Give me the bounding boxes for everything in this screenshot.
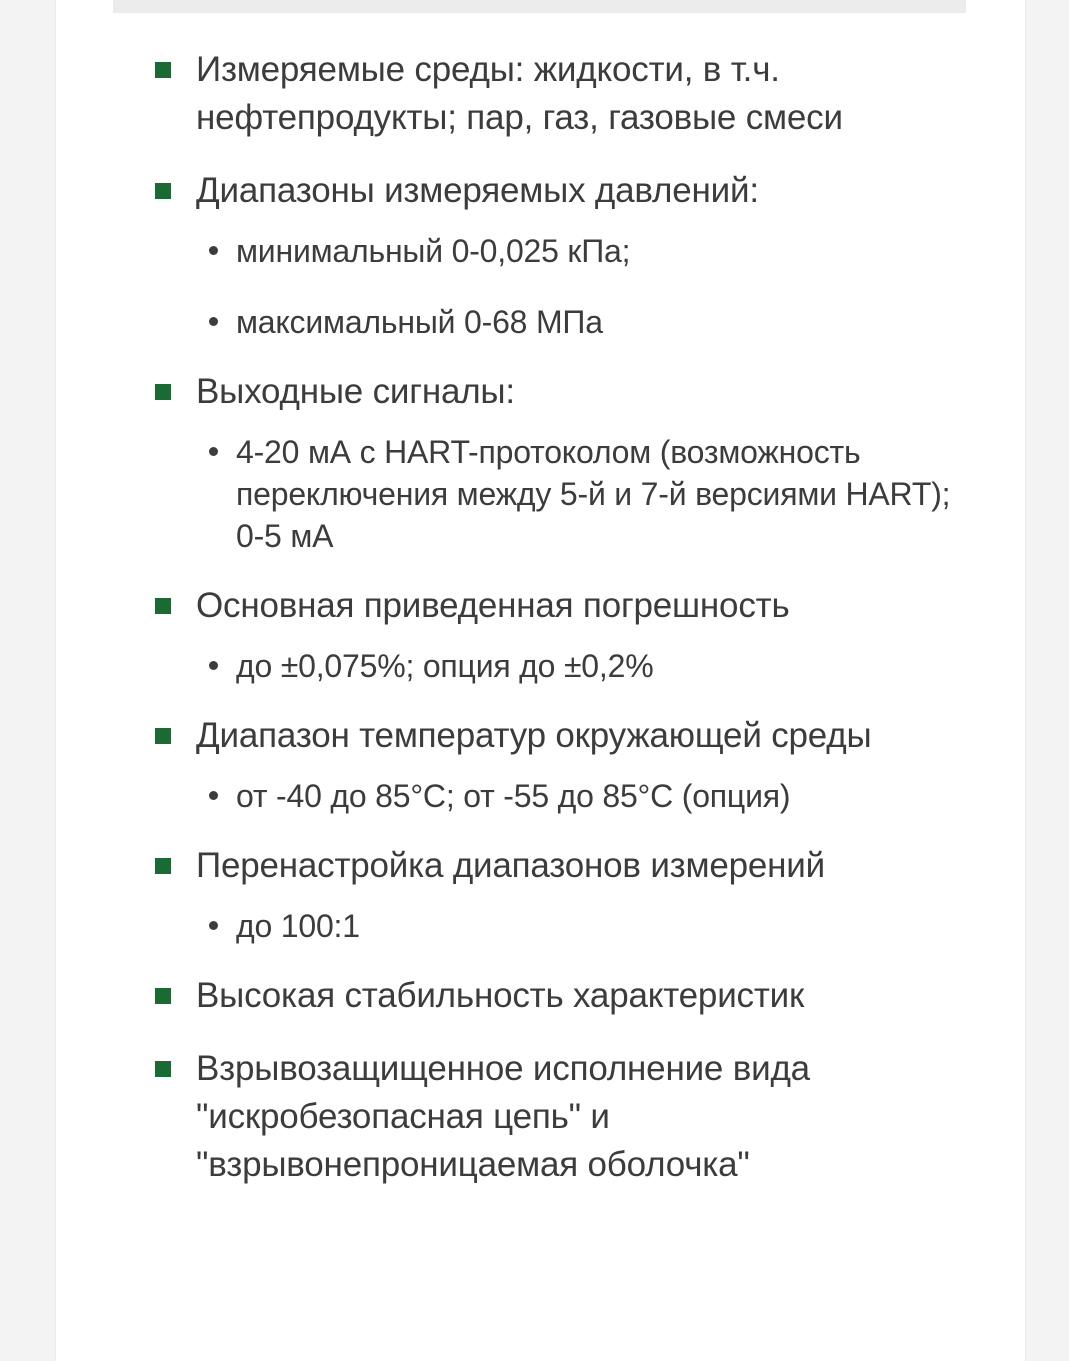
content-page — [55, 0, 1026, 1361]
square-bullet-icon — [155, 988, 171, 1004]
feature-text: Диапазон температур окружающей среды — [196, 716, 872, 755]
feature-sub-list — [196, 905, 987, 947]
dot-bullet-icon — [209, 246, 218, 255]
square-bullet-icon — [155, 728, 171, 744]
dot-bullet-icon — [209, 921, 218, 930]
feature-sub-list — [196, 431, 987, 557]
feature-text: Взрывозащищенное исполнение вида "искробезопасная цепь" и "взрывонепроницаемая оболочка" — [196, 1049, 810, 1184]
feature-item — [56, 842, 1027, 947]
feature-text: Выходные сигналы: — [196, 372, 515, 411]
square-bullet-icon — [155, 62, 171, 78]
feature-item — [56, 368, 1027, 557]
feature-item — [56, 712, 1027, 817]
sub-item-text: от -40 до 85°C; от -55 до 85°C (опция) — [236, 778, 791, 814]
feature-item — [56, 46, 1027, 142]
dot-bullet-icon — [209, 447, 218, 456]
dot-bullet-icon — [209, 317, 218, 326]
feature-item — [56, 582, 1027, 687]
feature-text: Высокая стабильность характеристик — [196, 976, 805, 1015]
feature-text: Перенастройка диапазонов измерений — [196, 846, 826, 885]
square-bullet-icon — [155, 1061, 171, 1077]
top-panel-edge — [113, 0, 966, 13]
feature-item — [56, 1045, 1027, 1189]
sub-list-item — [196, 301, 987, 343]
sub-list-item — [196, 775, 987, 817]
square-bullet-icon — [155, 858, 171, 874]
feature-sub-list — [196, 645, 987, 687]
feature-text: Измеряемые среды: жидкости, в т.ч. нефтепродукты; пар, газ, газовые смеси — [196, 50, 843, 137]
sub-list-item — [196, 230, 987, 272]
feature-sub-list — [196, 230, 987, 343]
sub-item-text: максимальный 0-68 МПа — [236, 304, 603, 340]
square-bullet-icon — [155, 598, 171, 614]
sub-list-item — [196, 431, 987, 557]
feature-sub-list — [196, 775, 987, 817]
sub-list-item — [196, 905, 987, 947]
feature-item — [56, 167, 1027, 343]
feature-text: Основная приведенная погрешность — [196, 586, 790, 625]
dot-bullet-icon — [209, 661, 218, 670]
sub-item-text: до 100:1 — [236, 908, 360, 944]
feature-text: Диапазоны измеряемых давлений: — [196, 171, 759, 210]
dot-bullet-icon — [209, 791, 218, 800]
feature-list — [56, 46, 1027, 1214]
square-bullet-icon — [155, 384, 171, 400]
sub-item-text: минимальный 0-0,025 кПа; — [236, 233, 631, 269]
sub-item-text: до ±0,075%; опция до ±0,2% — [236, 648, 654, 684]
square-bullet-icon — [155, 183, 171, 199]
sub-item-text: 4-20 мА с HART-протоколом (возможность переключения между 5-й и 7-й версиями HART); 0-5 мА — [236, 434, 951, 554]
feature-item — [56, 972, 1027, 1020]
sub-list-item — [196, 645, 987, 687]
